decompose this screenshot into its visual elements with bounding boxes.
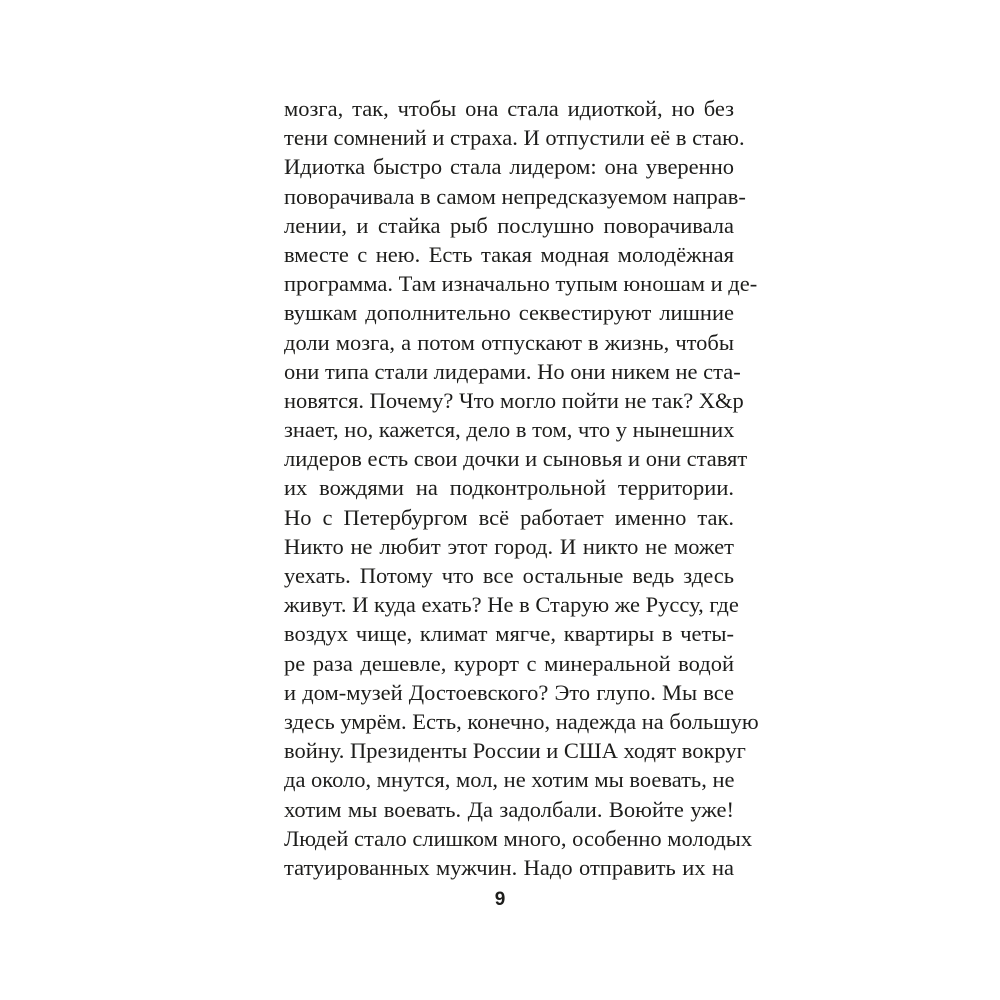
text-line-2: тени сомнений и страха. И отпустили её в стаю. (284, 125, 745, 151)
text-line-11: новятся. Почему? Что могло пойти не так? Х&р (284, 387, 744, 413)
text-line-8: вушкам дополнительно секвестируют лишние (284, 300, 734, 326)
text-line-27: татуированных мужчин. Надо отправить их на (284, 854, 734, 880)
text-line-9: доли мозга, а потом отпускают в жизнь, чтобы (284, 329, 734, 355)
text-line-21: и дом-музей Достоевского? Это глупо. Мы все (284, 679, 734, 705)
text-line-19: воздух чище, климат мягче, квартиры в четы- (284, 621, 734, 647)
text-line-4: поворачивала в самом непредсказуемом направ- (284, 183, 746, 209)
text-line-26: Людей стало слишком много, особенно молодых (284, 825, 753, 851)
text-line-1: мозга, так, чтобы она стала идиоткой, но без (284, 96, 734, 121)
page-number: 9 (494, 889, 506, 910)
text-line-15: Но с Петербургом всё работает именно так. (284, 504, 734, 530)
text-line-7: программа. Там изначально тупым юношам и де- (284, 271, 758, 297)
text-line-16: Никто не любит этот город. И никто не может (284, 533, 734, 559)
text-line-14: их вождями на подконтрольной территории. (284, 475, 734, 501)
text-line-24: да около, мнутся, мол, не хотим мы воевать, не (284, 767, 735, 793)
text-line-5: лении, и стайка рыб послушно поворачивала (284, 212, 734, 238)
body-text (284, 94, 759, 882)
text-line-25: хотим мы воевать. Да задолбали. Воюйте уже! (284, 796, 734, 822)
text-line-22: здесь умрём. Есть, конечно, надежда на большую (284, 708, 759, 734)
text-line-6: вместе с нею. Есть такая модная молодёжная (284, 241, 734, 267)
text-line-3: Идиотка быстро стала лидером: она уверенно (284, 154, 734, 180)
text-line-20: ре раза дешевле, курорт с минеральной водой (284, 650, 734, 676)
text-line-12: знает, но, кажется, дело в том, что у нынешних (284, 417, 735, 443)
text-line-10: они типа стали лидерами. Но они никем не ста- (284, 358, 741, 384)
text-line-17: уехать. Потому что все остальные ведь здесь (284, 563, 734, 588)
text-line-13: лидеров есть свои дочки и сыновья и они ставят (284, 446, 748, 472)
text-line-18: живут. И куда ехать? Не в Старую же Руссу, где (284, 592, 739, 618)
text-line-23: войну. Президенты России и США ходят вокруг (284, 738, 746, 764)
